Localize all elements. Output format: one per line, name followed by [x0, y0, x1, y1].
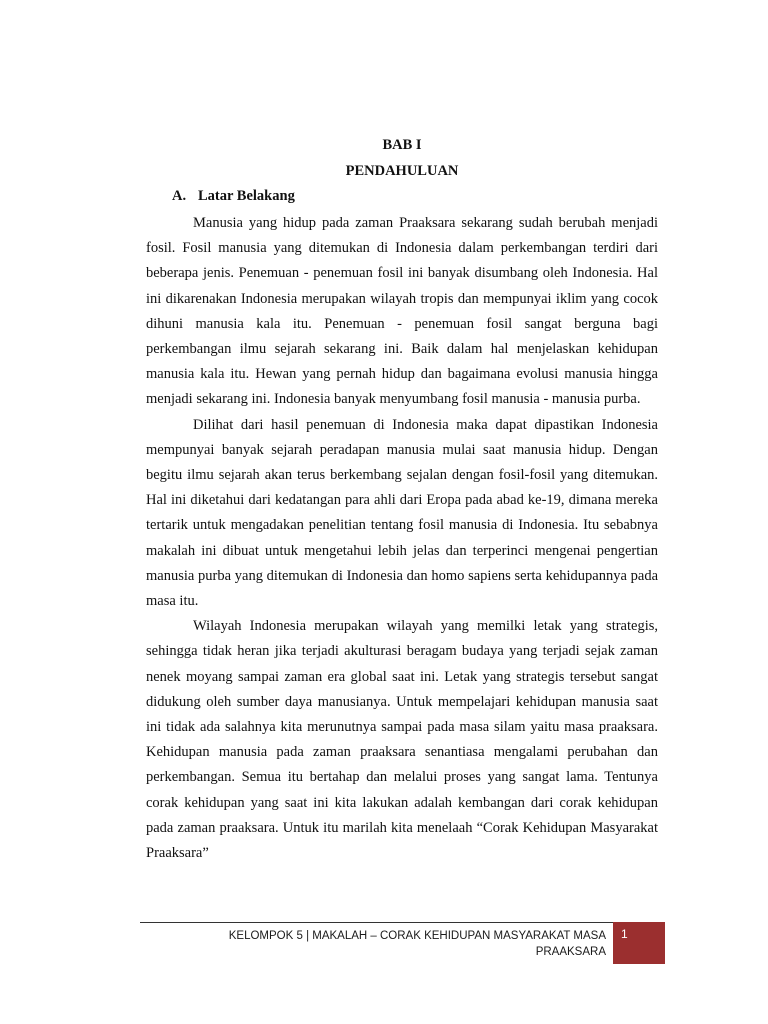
paragraph: Dilihat dari hasil penemuan di Indonesia maka dapat dipastikan Indonesia mempunyai banyak sejarah peradapan manusia mulai saat manusia hidup. Dengan begitu ilmu sejarah akan terus berkembang sejalan dengan fosil-fosil yang ditemukan. Hal ini diketahui dari kedatangan para ahli dari Eropa pada abad ke-19, dimana mereka tertarik untuk mengadakan penelitian tentang fosil manusia di Indonesia. Itu sebabnya makalah ini dibuat untuk mengetahui lebih jelas dan terperinci mengenai pengertian manusia purba yang ditemukan di Indonesia dan homo sapiens serta kehidupannya pada masa itu.: [146, 416, 658, 610]
page-number: 1: [621, 927, 628, 941]
footer-divider: [140, 922, 614, 923]
chapter-heading: BAB I: [382, 137, 422, 153]
footer-text: [160, 928, 606, 960]
paragraph: Wilayah Indonesia merupakan wilayah yang memilki letak yang strategis, sehingga tidak heran jika terjadi akulturasi beragam budaya yang terjadi sejak zaman nenek moyang sampai zaman era global saat ini. Letak yang strategis tersebut sangat didukung oleh sumber daya manusianya. Untuk mempelajari kehidupan manusia saat ini tidak ada salahnya kita merunutnya sampai pada masa silam yaitu masa praaksara. Kehidupan manusia pada zaman praaksara senantiasa mengalami perubahan dan perkembangan. Semua itu bertahap dan melalui proses yang sangat lama. Tentunya corak kehidupan yang saat ini kita lakukan adalah kembangan dari corak kehidupan pada zaman praaksara. Untuk itu marilah kita menelaah “Corak Kehidupan Masyarakat Praaksara”: [146, 618, 658, 862]
chapter-title: PENDAHULUAN: [345, 163, 459, 179]
section-number: A.: [172, 188, 187, 204]
paragraph: Manusia yang hidup pada zaman Praaksara sekarang sudah berubah menjadi fosil. Fosil manusia yang ditemukan di Indonesia dalam perkembangan terdiri dari beberapa jenis. Penemuan - penemuan fosil ini banyak disumbang oleh Indonesia. Hal ini dikarenakan Indonesia merupakan wilayah tropis dan mempunyai iklim yang cocok dihuni manusia kala itu. Penemuan - penemuan fosil sangat berguna bagi perkembangan ilmu sejarah sekarang ini. Baik dalam hal menjelaskan kehidupan manusia kala itu. Hewan yang pernah hidup dan bagaimana evolusi manusia hingga menjadi sekarang ini. Indonesia banyak menyumbang fosil manusia - manusia purba.: [146, 215, 658, 408]
page-number-box: [613, 922, 665, 964]
section-heading: [172, 188, 295, 205]
footer-line-2: PRAAKSARA: [535, 946, 606, 958]
footer-line-1: KELOMPOK 5 | MAKALAH – CORAK KEHIDUPAN MASYARAKAT MASA: [228, 930, 606, 942]
body-text: [146, 211, 658, 866]
section-title: Latar Belakang: [198, 188, 295, 204]
